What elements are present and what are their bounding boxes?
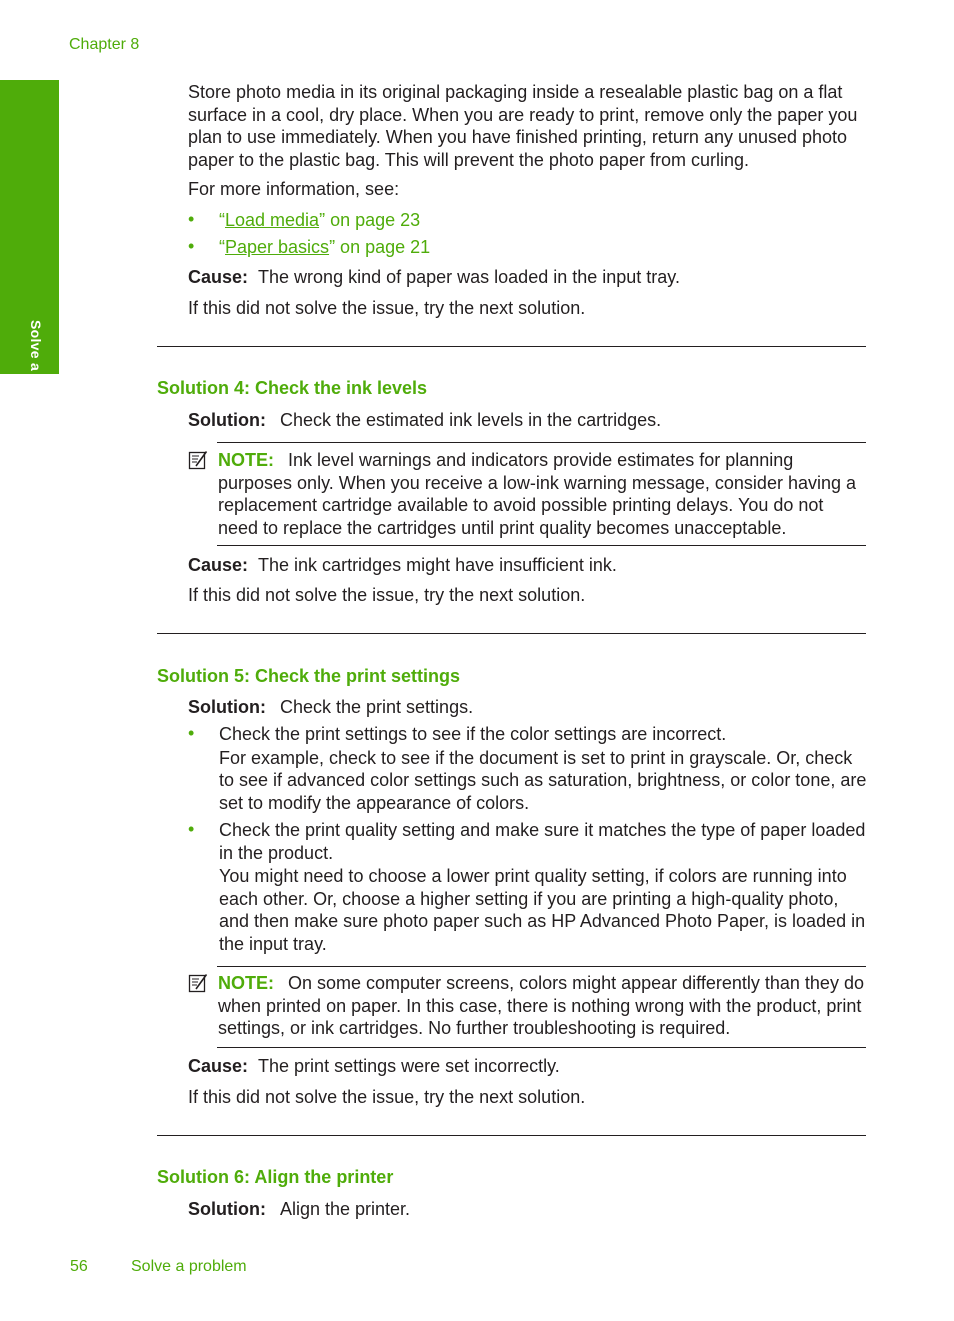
cause-text: The wrong kind of paper was loaded in the input tray. [258, 267, 680, 287]
note-icon [188, 973, 208, 993]
list-item [219, 723, 867, 814]
note-label: NOTE: [218, 450, 274, 470]
solution-label: Solution: [188, 1199, 266, 1219]
bullet-line: Check the print settings to see if the color settings are incorrect. [219, 724, 727, 744]
bullet-detail: You might need to choose a lower print quality setting, if colors are running into each other. Or, choose a higher setting if you are printing a high-quality photo, and then make sure photo paper such as HP Advanced Photo Paper, is loaded in the input tray. [219, 866, 866, 954]
chapter-label: Chapter 8 [69, 36, 140, 53]
solution-4-cause [188, 554, 866, 577]
cause-text: The ink cartridges might have insufficient ink. [258, 555, 617, 575]
list-item [219, 819, 867, 955]
link-load-media-text[interactable]: Load media [225, 210, 320, 230]
intro-cause [188, 266, 866, 289]
bullet-icon: • [188, 723, 195, 743]
solution-6-solution [188, 1198, 866, 1221]
solution-4-heading: Solution 4: Check the ink levels [157, 378, 428, 398]
note-screen-colors [218, 972, 866, 1040]
solution-text: Check the estimated ink levels in the cartridges. [279, 410, 662, 430]
bullet-icon: • [188, 209, 195, 229]
note-text: On some computer screens, colors might appear differently than they do when printed on paper. In this case, there is nothing wrong with the product, print settings, or ink cartridges. No further troubleshooting is required. [218, 973, 864, 1038]
solution-6-heading: Solution 6: Align the printer [157, 1167, 394, 1187]
bullet-line: Check the print quality setting and make sure it matches the type of paper loaded in the product. [219, 820, 866, 863]
note-label: NOTE: [218, 973, 274, 993]
note-bottom-rule [217, 1047, 866, 1048]
cause-label: Cause: [188, 267, 249, 287]
section-divider [157, 346, 866, 347]
note-icon [188, 450, 208, 470]
cause-label: Cause: [188, 555, 249, 575]
side-tab-label: Solve a problem [28, 320, 44, 433]
note-bottom-rule [217, 545, 866, 546]
solution-5-heading: Solution 5: Check the print settings [157, 666, 461, 686]
more-info-text: For more information, see: [188, 179, 400, 199]
solution-5-cause [188, 1055, 866, 1078]
solution-5-solution [188, 696, 866, 719]
solution-text: Check the print settings. [279, 697, 474, 717]
note-top-rule [217, 442, 866, 443]
solution-text: Align the printer. [279, 1199, 411, 1219]
side-tab [0, 80, 59, 433]
cause-text: The print settings were set incorrectly. [258, 1056, 560, 1076]
bullet-icon: • [188, 236, 195, 256]
solution-label: Solution: [188, 410, 266, 430]
section-divider [157, 633, 866, 634]
page-number: 56 [70, 1258, 88, 1275]
intro-next: If this did not solve the issue, try the next solution. [188, 298, 586, 318]
solution-4-next: If this did not solve the issue, try the next solution. [188, 585, 586, 605]
note-text: Ink level warnings and indicators provide estimates for planning purposes only. When you receive a low-ink warning message, consider having a replacement cartridge available to avoid possible printing delays. You do not need to replace the cartridges until print quality becomes unacceptable. [218, 450, 856, 538]
section-divider [157, 1135, 866, 1136]
intro-paragraph: Store photo media in its original packaging inside a resealable plastic bag on a flat surface in a cool, dry place. When you are ready to print, remove only the paper you plan to use immediately. When you have finished printing, return any unused photo paper to the plastic bag. This will prevent the photo paper from curling. [188, 82, 858, 170]
solution-label: Solution: [188, 697, 266, 717]
bullet-detail: For example, check to see if the document is set to print in grayscale. Or, check to see if advanced color settings such as saturation, brightness, or color tone, are set to modify the appearance of colors. [219, 747, 867, 813]
note-ink-levels [218, 449, 866, 539]
link-paper-basics-text[interactable]: Paper basics [225, 237, 330, 257]
solution-4-solution [188, 409, 866, 432]
footer-section-title: Solve a problem [131, 1258, 247, 1275]
link-load-media[interactable]: “Load media” on page 23 [219, 210, 421, 230]
cause-label: Cause: [188, 1056, 249, 1076]
solution-5-next: If this did not solve the issue, try the next solution. [188, 1087, 586, 1107]
note-top-rule [217, 966, 866, 967]
bullet-icon: • [188, 819, 195, 839]
link-paper-basics[interactable]: “Paper basics” on page 21 [219, 237, 431, 257]
